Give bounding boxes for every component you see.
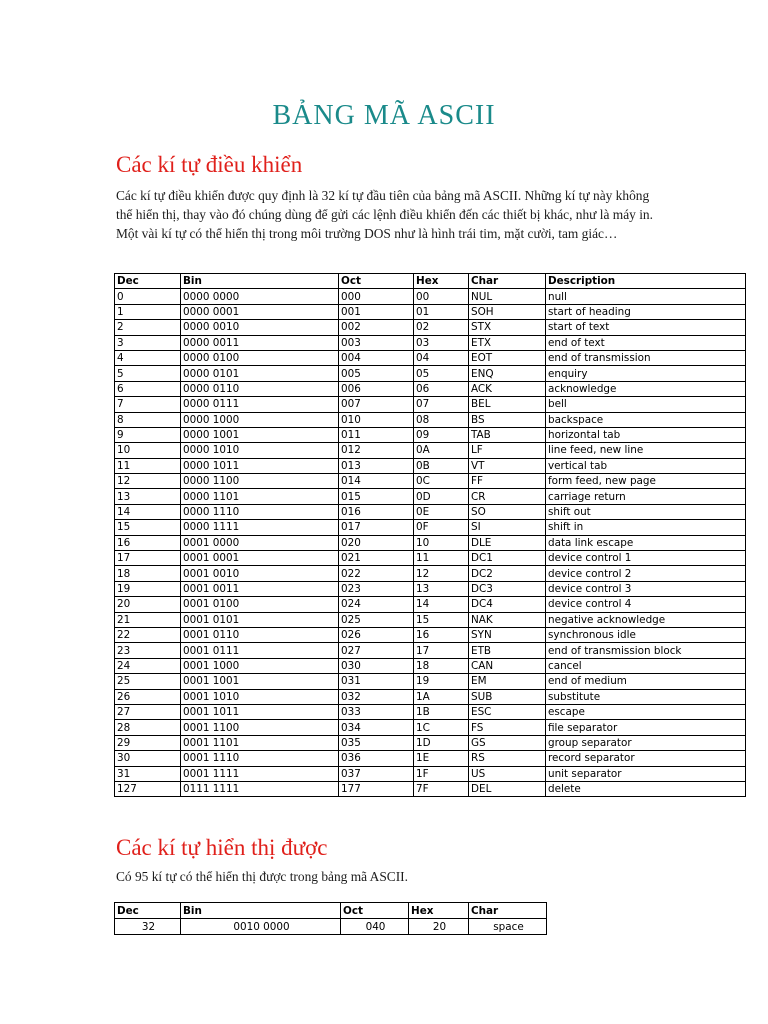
table-row bbox=[115, 397, 746, 412]
cell-oct: 034 bbox=[339, 720, 414, 735]
cell-description: vertical tab bbox=[546, 458, 746, 473]
cell-char: STX bbox=[469, 320, 546, 335]
cell-char: EM bbox=[469, 674, 546, 689]
cell-char: ESC bbox=[469, 704, 546, 719]
cell-oct: 005 bbox=[339, 366, 414, 381]
cell-bin: 0001 1000 bbox=[181, 658, 339, 673]
table-row bbox=[115, 289, 746, 304]
cell-bin: 0000 0011 bbox=[181, 335, 339, 350]
cell-oct: 014 bbox=[339, 474, 414, 489]
table-row bbox=[115, 474, 746, 489]
cell-hex: 1D bbox=[414, 735, 469, 750]
cell-oct: 035 bbox=[339, 735, 414, 750]
cell-dec: 22 bbox=[115, 627, 181, 642]
table-row bbox=[115, 443, 746, 458]
cell-oct: 000 bbox=[339, 289, 414, 304]
cell-dec: 18 bbox=[115, 566, 181, 581]
cell-description: device control 4 bbox=[546, 597, 746, 612]
header-oct: Oct bbox=[339, 274, 414, 289]
cell-hex: 15 bbox=[414, 612, 469, 627]
cell-description: record separator bbox=[546, 751, 746, 766]
cell-oct: 006 bbox=[339, 381, 414, 396]
cell-oct: 004 bbox=[339, 350, 414, 365]
cell-bin: 0000 1010 bbox=[181, 443, 339, 458]
cell-dec: 3 bbox=[115, 335, 181, 350]
cell-oct: 002 bbox=[339, 320, 414, 335]
cell-bin: 0001 1100 bbox=[181, 720, 339, 735]
table-row bbox=[115, 520, 746, 535]
cell-bin: 0001 0101 bbox=[181, 612, 339, 627]
cell-bin: 0000 0001 bbox=[181, 304, 339, 319]
cell-dec: 24 bbox=[115, 658, 181, 673]
cell-description: form feed, new page bbox=[546, 474, 746, 489]
cell-description: escape bbox=[546, 704, 746, 719]
table-row bbox=[115, 612, 746, 627]
table-row bbox=[115, 458, 746, 473]
cell-hex: 07 bbox=[414, 397, 469, 412]
cell-oct: 037 bbox=[339, 766, 414, 781]
cell-char: GS bbox=[469, 735, 546, 750]
cell-bin: 0000 0000 bbox=[181, 289, 339, 304]
cell-dec: 14 bbox=[115, 504, 181, 519]
cell-oct: 026 bbox=[339, 627, 414, 642]
cell-bin: 0111 1111 bbox=[181, 781, 339, 796]
cell-hex: 06 bbox=[414, 381, 469, 396]
cell-bin: 0001 1110 bbox=[181, 751, 339, 766]
table-row bbox=[115, 304, 746, 319]
cell-char: CR bbox=[469, 489, 546, 504]
cell-hex: 18 bbox=[414, 658, 469, 673]
section-heading-control-chars: Các kí tự điều khiển bbox=[116, 152, 303, 177]
cell-dec: 23 bbox=[115, 643, 181, 658]
cell-dec: 11 bbox=[115, 458, 181, 473]
cell-dec: 30 bbox=[115, 751, 181, 766]
table-row bbox=[115, 427, 746, 442]
cell-description: unit separator bbox=[546, 766, 746, 781]
cell-char: TAB bbox=[469, 427, 546, 442]
printable-chars-table bbox=[114, 902, 547, 935]
cell-hex: 16 bbox=[414, 627, 469, 642]
cell-bin: 0000 0100 bbox=[181, 350, 339, 365]
cell-bin: 0001 0001 bbox=[181, 551, 339, 566]
cell-bin: 0000 1101 bbox=[181, 489, 339, 504]
cell-oct: 021 bbox=[339, 551, 414, 566]
cell-dec: 20 bbox=[115, 597, 181, 612]
cell-dec: 25 bbox=[115, 674, 181, 689]
cell-hex: 08 bbox=[414, 412, 469, 427]
cell-bin: 0000 1111 bbox=[181, 520, 339, 535]
cell-oct: 001 bbox=[339, 304, 414, 319]
header-oct: Oct bbox=[341, 903, 409, 919]
cell-dec: 7 bbox=[115, 397, 181, 412]
table-header-row bbox=[115, 903, 547, 919]
cell-char: SI bbox=[469, 520, 546, 535]
table-row bbox=[115, 735, 746, 750]
header-description: Description bbox=[546, 274, 746, 289]
table-row bbox=[115, 781, 746, 796]
table-row bbox=[115, 627, 746, 642]
cell-oct: 016 bbox=[339, 504, 414, 519]
cell-hex: 1E bbox=[414, 751, 469, 766]
table-header-row bbox=[115, 274, 746, 289]
cell-description: device control 1 bbox=[546, 551, 746, 566]
cell-bin: 0010 0000 bbox=[181, 919, 341, 935]
cell-bin: 0001 1111 bbox=[181, 766, 339, 781]
cell-dec: 0 bbox=[115, 289, 181, 304]
cell-oct: 036 bbox=[339, 751, 414, 766]
cell-oct: 007 bbox=[339, 397, 414, 412]
cell-bin: 0000 1011 bbox=[181, 458, 339, 473]
cell-dec: 13 bbox=[115, 489, 181, 504]
control-chars-table bbox=[114, 273, 746, 797]
table-row bbox=[115, 566, 746, 581]
table-row bbox=[115, 350, 746, 365]
cell-oct: 015 bbox=[339, 489, 414, 504]
cell-dec: 19 bbox=[115, 581, 181, 596]
table-row bbox=[115, 766, 746, 781]
cell-description: synchronous idle bbox=[546, 627, 746, 642]
cell-char: LF bbox=[469, 443, 546, 458]
header-dec: Dec bbox=[115, 903, 181, 919]
cell-hex: 05 bbox=[414, 366, 469, 381]
cell-char: SYN bbox=[469, 627, 546, 642]
cell-bin: 0001 1001 bbox=[181, 674, 339, 689]
table-row bbox=[115, 320, 746, 335]
cell-dec: 127 bbox=[115, 781, 181, 796]
table-row bbox=[115, 504, 746, 519]
cell-hex: 01 bbox=[414, 304, 469, 319]
cell-hex: 0E bbox=[414, 504, 469, 519]
cell-description: shift out bbox=[546, 504, 746, 519]
cell-char: DEL bbox=[469, 781, 546, 796]
cell-bin: 0001 0100 bbox=[181, 597, 339, 612]
header-hex: Hex bbox=[409, 903, 469, 919]
cell-dec: 28 bbox=[115, 720, 181, 735]
table-row bbox=[115, 919, 547, 935]
table-row bbox=[115, 551, 746, 566]
cell-char: DLE bbox=[469, 535, 546, 550]
cell-bin: 0000 1001 bbox=[181, 427, 339, 442]
cell-dec: 4 bbox=[115, 350, 181, 365]
cell-oct: 013 bbox=[339, 458, 414, 473]
cell-char: NUL bbox=[469, 289, 546, 304]
cell-description: carriage return bbox=[546, 489, 746, 504]
cell-hex: 04 bbox=[414, 350, 469, 365]
cell-dec: 29 bbox=[115, 735, 181, 750]
cell-description: delete bbox=[546, 781, 746, 796]
cell-oct: 031 bbox=[339, 674, 414, 689]
cell-description: start of text bbox=[546, 320, 746, 335]
cell-bin: 0001 0000 bbox=[181, 535, 339, 550]
header-bin: Bin bbox=[181, 903, 341, 919]
table-row bbox=[115, 597, 746, 612]
cell-hex: 17 bbox=[414, 643, 469, 658]
cell-char: space bbox=[469, 919, 547, 935]
cell-description: backspace bbox=[546, 412, 746, 427]
cell-hex: 0F bbox=[414, 520, 469, 535]
cell-hex: 02 bbox=[414, 320, 469, 335]
cell-dec: 5 bbox=[115, 366, 181, 381]
table-row bbox=[115, 643, 746, 658]
cell-hex: 00 bbox=[414, 289, 469, 304]
table-row bbox=[115, 581, 746, 596]
cell-hex: 03 bbox=[414, 335, 469, 350]
cell-char: ETB bbox=[469, 643, 546, 658]
cell-description: acknowledge bbox=[546, 381, 746, 396]
cell-bin: 0000 0101 bbox=[181, 366, 339, 381]
cell-hex: 11 bbox=[414, 551, 469, 566]
cell-description: group separator bbox=[546, 735, 746, 750]
cell-description: enquiry bbox=[546, 366, 746, 381]
cell-hex: 7F bbox=[414, 781, 469, 796]
cell-description: bell bbox=[546, 397, 746, 412]
cell-description: end of transmission bbox=[546, 350, 746, 365]
cell-oct: 011 bbox=[339, 427, 414, 442]
cell-oct: 012 bbox=[339, 443, 414, 458]
header-hex: Hex bbox=[414, 274, 469, 289]
cell-bin: 0001 0111 bbox=[181, 643, 339, 658]
cell-bin: 0001 0011 bbox=[181, 581, 339, 596]
cell-oct: 020 bbox=[339, 535, 414, 550]
table-row bbox=[115, 335, 746, 350]
cell-char: DC1 bbox=[469, 551, 546, 566]
control-chars-table-body bbox=[115, 289, 746, 797]
cell-bin: 0000 1110 bbox=[181, 504, 339, 519]
cell-dec: 15 bbox=[115, 520, 181, 535]
cell-oct: 032 bbox=[339, 689, 414, 704]
cell-bin: 0001 1010 bbox=[181, 689, 339, 704]
table-row bbox=[115, 535, 746, 550]
cell-hex: 0A bbox=[414, 443, 469, 458]
cell-dec: 31 bbox=[115, 766, 181, 781]
cell-dec: 17 bbox=[115, 551, 181, 566]
section-paragraph-printable-chars: Có 95 kí tự có thể hiển thị được trong bảng mã ASCII. bbox=[116, 869, 408, 884]
cell-char: FS bbox=[469, 720, 546, 735]
cell-dec: 16 bbox=[115, 535, 181, 550]
section-heading-printable-chars: Các kí tự hiển thị được bbox=[116, 835, 328, 860]
table-row bbox=[115, 489, 746, 504]
cell-description: substitute bbox=[546, 689, 746, 704]
cell-oct: 025 bbox=[339, 612, 414, 627]
cell-hex: 13 bbox=[414, 581, 469, 596]
cell-description: device control 3 bbox=[546, 581, 746, 596]
cell-char: ENQ bbox=[469, 366, 546, 381]
cell-description: shift in bbox=[546, 520, 746, 535]
cell-bin: 0001 0010 bbox=[181, 566, 339, 581]
cell-hex: 12 bbox=[414, 566, 469, 581]
cell-bin: 0001 1011 bbox=[181, 704, 339, 719]
cell-dec: 21 bbox=[115, 612, 181, 627]
cell-bin: 0000 0010 bbox=[181, 320, 339, 335]
cell-bin: 0001 0110 bbox=[181, 627, 339, 642]
cell-dec: 9 bbox=[115, 427, 181, 442]
cell-oct: 017 bbox=[339, 520, 414, 535]
cell-oct: 023 bbox=[339, 581, 414, 596]
cell-char: BS bbox=[469, 412, 546, 427]
cell-char: ETX bbox=[469, 335, 546, 350]
cell-dec: 32 bbox=[115, 919, 181, 935]
cell-char: ACK bbox=[469, 381, 546, 396]
cell-char: SO bbox=[469, 504, 546, 519]
cell-description: null bbox=[546, 289, 746, 304]
cell-dec: 2 bbox=[115, 320, 181, 335]
cell-hex: 19 bbox=[414, 674, 469, 689]
cell-hex: 1C bbox=[414, 720, 469, 735]
cell-hex: 1A bbox=[414, 689, 469, 704]
cell-oct: 010 bbox=[339, 412, 414, 427]
cell-char: DC3 bbox=[469, 581, 546, 596]
cell-description: start of heading bbox=[546, 304, 746, 319]
cell-dec: 12 bbox=[115, 474, 181, 489]
cell-oct: 030 bbox=[339, 658, 414, 673]
table-row bbox=[115, 366, 746, 381]
table-row bbox=[115, 674, 746, 689]
cell-hex: 0B bbox=[414, 458, 469, 473]
cell-hex: 14 bbox=[414, 597, 469, 612]
cell-description: line feed, new line bbox=[546, 443, 746, 458]
cell-oct: 033 bbox=[339, 704, 414, 719]
cell-hex: 09 bbox=[414, 427, 469, 442]
cell-oct: 040 bbox=[341, 919, 409, 935]
cell-char: BEL bbox=[469, 397, 546, 412]
cell-bin: 0001 1101 bbox=[181, 735, 339, 750]
cell-bin: 0000 1000 bbox=[181, 412, 339, 427]
page-title: BẢNG MÃ ASCII bbox=[272, 100, 496, 131]
cell-description: end of medium bbox=[546, 674, 746, 689]
cell-hex: 0C bbox=[414, 474, 469, 489]
cell-description: negative acknowledge bbox=[546, 612, 746, 627]
cell-char: RS bbox=[469, 751, 546, 766]
cell-description: device control 2 bbox=[546, 566, 746, 581]
cell-bin: 0000 0111 bbox=[181, 397, 339, 412]
cell-hex: 20 bbox=[409, 919, 469, 935]
cell-dec: 26 bbox=[115, 689, 181, 704]
cell-oct: 024 bbox=[339, 597, 414, 612]
cell-char: VT bbox=[469, 458, 546, 473]
cell-char: EOT bbox=[469, 350, 546, 365]
cell-dec: 8 bbox=[115, 412, 181, 427]
cell-hex: 0D bbox=[414, 489, 469, 504]
table-row bbox=[115, 689, 746, 704]
cell-oct: 027 bbox=[339, 643, 414, 658]
table-row bbox=[115, 751, 746, 766]
cell-description: end of text bbox=[546, 335, 746, 350]
cell-dec: 1 bbox=[115, 304, 181, 319]
cell-hex: 1F bbox=[414, 766, 469, 781]
cell-hex: 1B bbox=[414, 704, 469, 719]
header-char: Char bbox=[469, 274, 546, 289]
cell-oct: 022 bbox=[339, 566, 414, 581]
cell-oct: 003 bbox=[339, 335, 414, 350]
cell-description: file separator bbox=[546, 720, 746, 735]
cell-bin: 0000 1100 bbox=[181, 474, 339, 489]
table-row bbox=[115, 412, 746, 427]
printable-chars-table-body bbox=[115, 919, 547, 935]
cell-description: end of transmission block bbox=[546, 643, 746, 658]
table-row bbox=[115, 381, 746, 396]
header-char: Char bbox=[469, 903, 547, 919]
header-dec: Dec bbox=[115, 274, 181, 289]
section-paragraph-control-chars: Các kí tự điều khiển được quy định là 32 kí tự đầu tiên của bảng mã ASCII. Những kí tự này không thể hiển thị, thay vào đó chúng dùng để gửi các lệnh điều khiển đến các thiết bị khác, như là máy in. Một vài kí tự có thể hiển thị trong môi trường DOS như là hình trái tim, mặt cười, tam giác… bbox=[116, 188, 653, 241]
header-bin: Bin bbox=[181, 274, 339, 289]
table-row bbox=[115, 658, 746, 673]
cell-char: SUB bbox=[469, 689, 546, 704]
cell-char: US bbox=[469, 766, 546, 781]
cell-char: FF bbox=[469, 474, 546, 489]
cell-description: cancel bbox=[546, 658, 746, 673]
cell-dec: 27 bbox=[115, 704, 181, 719]
cell-bin: 0000 0110 bbox=[181, 381, 339, 396]
cell-char: NAK bbox=[469, 612, 546, 627]
cell-dec: 6 bbox=[115, 381, 181, 396]
cell-dec: 10 bbox=[115, 443, 181, 458]
cell-char: SOH bbox=[469, 304, 546, 319]
table-row bbox=[115, 704, 746, 719]
table-row bbox=[115, 720, 746, 735]
cell-char: CAN bbox=[469, 658, 546, 673]
cell-description: data link escape bbox=[546, 535, 746, 550]
cell-hex: 10 bbox=[414, 535, 469, 550]
cell-char: DC4 bbox=[469, 597, 546, 612]
cell-char: DC2 bbox=[469, 566, 546, 581]
cell-oct: 177 bbox=[339, 781, 414, 796]
cell-description: horizontal tab bbox=[546, 427, 746, 442]
